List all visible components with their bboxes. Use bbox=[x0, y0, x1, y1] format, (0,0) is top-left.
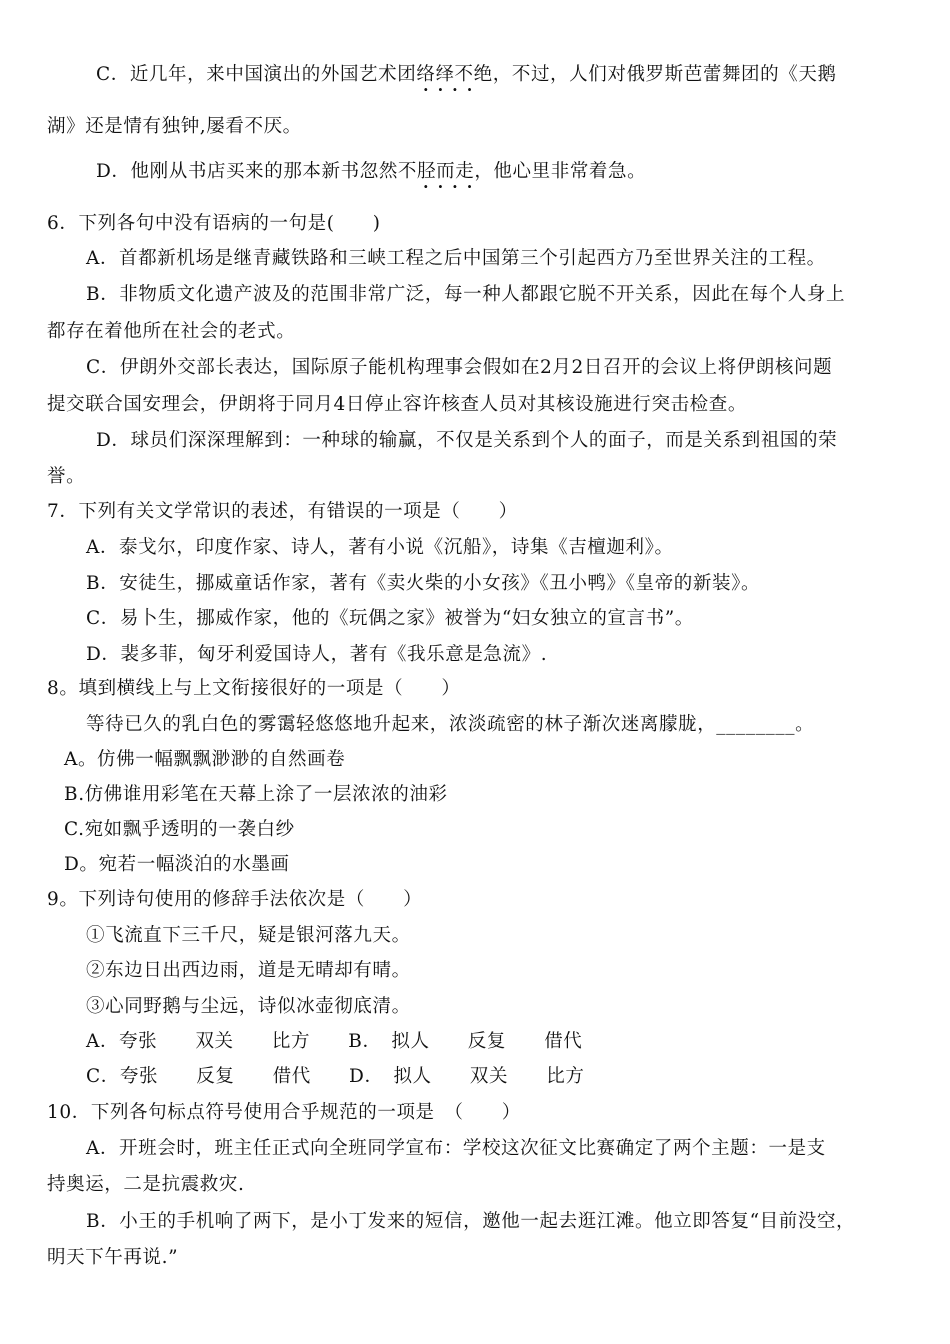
text-line-30: A．开班会时，班主任正式向全班同学宣布：学校这次征文比赛确定了两个主题：一是支 bbox=[86, 1138, 826, 1159]
text-line-13: A．泰戈尔，印度作家、诗人，著有小说《沉船》，诗集《吉檀迦利》。 bbox=[86, 537, 674, 558]
text-line-27: A．夸张 双关 比方 B． 拟人 反复 借代 bbox=[86, 1031, 583, 1052]
text-line-14: B．安徒生，挪威童话作家，著有《卖火柴的小女孩》《丑小鸭》《皇帝的新装》。 bbox=[86, 573, 761, 594]
text-line-20: B.仿佛谁用彩笔在天幕上涂了一层浓浓的油彩 bbox=[64, 784, 448, 805]
text-line-19: A。仿佛一幅飘飘渺渺的自然画卷 bbox=[64, 749, 346, 770]
text-line-21: C.宛如飘乎透明的一袭白纱 bbox=[64, 819, 295, 840]
question-6: 6．下列各句中没有语病的一句是( ) bbox=[47, 213, 381, 234]
text-line-26: ③心同野鹅与尘远，诗似冰壶彻底清。 bbox=[86, 996, 411, 1017]
text-line-33: 明天下午再说.” bbox=[47, 1247, 179, 1268]
text-line-11: 誉。 bbox=[47, 466, 86, 487]
question-9: 9。下列诗句使用的修辞手法依次是（ ） bbox=[47, 889, 423, 910]
text-line-3: D．他刚从书店买来的那本新书忽然不胫而走，他心里非常着急。 bbox=[96, 161, 647, 182]
text-line-7: 都存在着他所在社会的老式。 bbox=[47, 321, 296, 342]
text-line-18: 等待已久的乳白色的雾霭轻悠悠地升起来，浓淡疏密的林子渐次迷离朦胧，________。 bbox=[86, 714, 815, 735]
text-line-22: D。宛若一幅淡泊的水墨画 bbox=[64, 854, 290, 875]
text-line-10: D．球员们深深理解到：一种球的输赢，不仅是关系到个人的面子，而是关系到祖国的荣 bbox=[96, 430, 838, 451]
text-line-16: D．裴多菲，匈牙利爱国诗人，著有《我乐意是急流》. bbox=[86, 644, 548, 665]
text-line-5: A．首都新机场是继青藏铁路和三峡工程之后中国第三个引起西方乃至世界关注的工程。 bbox=[86, 248, 826, 269]
text-line-9: 提交联合国安理会，伊朗将于同月4日停止容许核查人员对其核设施进行突击检查。 bbox=[47, 394, 747, 415]
emphasis-dots-1: ···· bbox=[423, 80, 482, 99]
text-line-6: B．非物质文化遗产波及的范围非常广泛，每一种人都跟它脱不开关系，因此在每个人身上 bbox=[86, 284, 846, 305]
text-line-31: 持奥运，二是抗震救灾. bbox=[47, 1174, 245, 1195]
text-line-1: C．近几年，来中国演出的外国艺术团络绎不绝，不过，人们对俄罗斯芭蕾舞团的《天鹅 bbox=[96, 64, 837, 85]
question-10: 10．下列各句标点符号使用合乎规范的一项是 （ ） bbox=[47, 1102, 521, 1123]
text-line-8: C．伊朗外交部长表达，国际原子能机构理事会假如在2月2日召开的会议上将伊朗核问题 bbox=[86, 357, 833, 378]
text-line-32: B．小王的手机响了两下，是小丁发来的短信，邀他一起去逛江滩。他立即答复“目前没空， bbox=[86, 1211, 856, 1232]
text-line-15: C．易卜生，挪威作家，他的《玩偶之家》被誉为“妇女独立的宣言书”。 bbox=[86, 608, 694, 629]
text-line-2: 湖》还是情有独钟,屡看不厌。 bbox=[47, 116, 302, 137]
text-line-24: ①飞流直下三千尺，疑是银河落九天。 bbox=[86, 925, 411, 946]
emphasis-dots-2: ···· bbox=[423, 177, 482, 196]
question-7: 7．下列有关文学常识的表述，有错误的一项是（ ） bbox=[47, 501, 518, 522]
text-line-25: ②东边日出西边雨，道是无晴却有晴。 bbox=[86, 960, 411, 981]
text-line-28: C．夸张 反复 借代 D． 拟人 双关 比方 bbox=[86, 1066, 585, 1087]
question-8: 8。填到横线上与上文衔接很好的一项是（ ） bbox=[47, 678, 461, 699]
